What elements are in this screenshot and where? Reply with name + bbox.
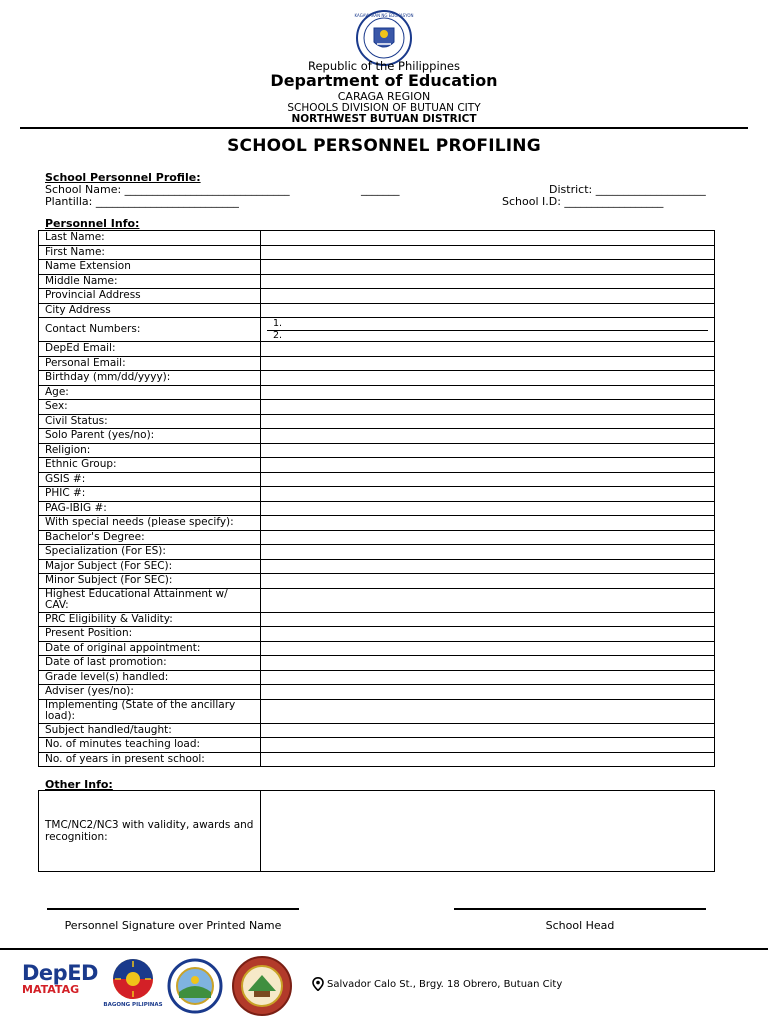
table-row	[39, 738, 715, 753]
personnel-signature-line[interactable]	[47, 908, 299, 910]
field-input[interactable]	[261, 342, 715, 357]
field-input[interactable]	[261, 738, 715, 753]
field-label: Civil Status:	[39, 414, 261, 429]
other-info-label: Other Info:	[45, 778, 113, 791]
field-input[interactable]	[261, 501, 715, 516]
field-label: Age:	[39, 385, 261, 400]
field-label: With special needs (please specify):	[39, 516, 261, 531]
field-label: Last Name:	[39, 231, 261, 246]
deped-logo-text: DepED	[22, 961, 98, 985]
field-input[interactable]	[261, 530, 715, 545]
profile-section-label: School Personnel Profile:	[45, 171, 201, 184]
field-label: PHIC #:	[39, 487, 261, 502]
school-id-field[interactable]: School I.D: __________________	[502, 195, 664, 208]
table-row	[39, 574, 715, 589]
field-input[interactable]	[261, 545, 715, 560]
field-label: Present Position:	[39, 627, 261, 642]
table-row	[39, 400, 715, 415]
field-label: Ethnic Group:	[39, 458, 261, 473]
deped-matatag-logo	[22, 961, 98, 1012]
table-row	[39, 487, 715, 502]
table-row	[39, 245, 715, 260]
field-label: Date of last promotion:	[39, 656, 261, 671]
region-name: CARAGA REGION	[337, 90, 431, 103]
personnel-signature-label: Personnel Signature over Printed Name	[64, 919, 282, 932]
header-divider	[20, 127, 748, 129]
field-input[interactable]	[261, 289, 715, 304]
field-input[interactable]	[261, 588, 715, 612]
field-label: PAG-IBIG #:	[39, 501, 261, 516]
republic-line: Republic of the Philippines	[307, 59, 461, 73]
field-label: Major Subject (For SEC):	[39, 559, 261, 574]
bagong-pilipinas-text: BAGONG PILIPINAS	[103, 1002, 163, 1008]
table-row	[39, 791, 715, 872]
field-input[interactable]	[261, 274, 715, 289]
page-title: SCHOOL PERSONNEL PROFILING	[227, 136, 541, 156]
table-row	[39, 472, 715, 487]
school-head-signature-line[interactable]	[454, 908, 706, 910]
table-row	[39, 670, 715, 685]
field-label: Sex:	[39, 400, 261, 415]
field-input[interactable]	[261, 487, 715, 502]
table-row	[39, 559, 715, 574]
field-input[interactable]	[261, 303, 715, 318]
field-label: Date of original appointment:	[39, 641, 261, 656]
table-row	[39, 371, 715, 386]
field-label: Implementing (State of the ancillary load):	[39, 699, 261, 723]
table-row	[39, 274, 715, 289]
field-label: Highest Educational Attainment w/ CAV:	[39, 588, 261, 612]
field-label: City Address	[39, 303, 261, 318]
table-row	[39, 414, 715, 429]
school-address	[312, 977, 562, 991]
table-row	[39, 318, 715, 342]
school-head-label: School Head	[545, 919, 615, 932]
field-input[interactable]	[261, 723, 715, 738]
contact-number-slot[interactable]: 1.	[273, 317, 283, 329]
table-row	[39, 260, 715, 275]
contact-number-slot[interactable]: 2.	[267, 330, 708, 341]
table-row	[39, 342, 715, 357]
field-input[interactable]	[261, 685, 715, 700]
table-row	[39, 458, 715, 473]
field-label: Personal Email:	[39, 356, 261, 371]
division-seal-logo	[165, 958, 225, 1014]
table-row	[39, 588, 715, 612]
field-label: Minor Subject (For SEC):	[39, 574, 261, 589]
field-label: PRC Eligibility & Validity:	[39, 612, 261, 627]
field-input[interactable]	[261, 400, 715, 415]
field-label: Solo Parent (yes/no):	[39, 429, 261, 444]
district-name: NORTHWEST BUTUAN DISTRICT	[291, 113, 477, 125]
field-label: Grade level(s) handled:	[39, 670, 261, 685]
table-row	[39, 516, 715, 531]
field-input[interactable]	[261, 318, 715, 342]
table-row	[39, 723, 715, 738]
field-label: Religion:	[39, 443, 261, 458]
field-label: First Name:	[39, 245, 261, 260]
field-label: Contact Numbers:	[39, 318, 261, 342]
field-input[interactable]	[261, 656, 715, 671]
field-label: Bachelor's Degree:	[39, 530, 261, 545]
matatag-logo-text: MATATAG	[22, 983, 80, 996]
table-row	[39, 385, 715, 400]
field-input[interactable]	[261, 356, 715, 371]
table-row	[39, 303, 715, 318]
field-label: Adviser (yes/no):	[39, 685, 261, 700]
field-input[interactable]	[261, 641, 715, 656]
table-row	[39, 545, 715, 560]
field-input[interactable]	[261, 245, 715, 260]
field-input[interactable]	[261, 516, 715, 531]
table-row	[39, 530, 715, 545]
footer-divider	[0, 948, 768, 950]
table-row	[39, 612, 715, 627]
blank-field[interactable]: _______	[361, 183, 400, 196]
location-pin-icon	[312, 977, 324, 991]
field-label: Birthday (mm/dd/yyyy):	[39, 371, 261, 386]
table-row	[39, 685, 715, 700]
field-input[interactable]	[261, 472, 715, 487]
awards-input[interactable]	[261, 791, 715, 872]
field-label: No. of minutes teaching load:	[39, 738, 261, 753]
field-input[interactable]	[261, 385, 715, 400]
address-text: Salvador Calo St., Brgy. 18 Obrero, Butuan City	[327, 978, 563, 990]
field-input[interactable]	[261, 627, 715, 642]
field-label: Middle Name:	[39, 274, 261, 289]
field-input[interactable]	[261, 752, 715, 767]
awards-label: TMC/NC2/NC3 with validity, awards and recognition:	[39, 791, 261, 872]
table-row	[39, 356, 715, 371]
personnel-info-label: Personnel Info:	[45, 217, 140, 230]
field-input[interactable]	[261, 231, 715, 246]
field-label: Provincial Address	[39, 289, 261, 304]
other-info-table	[38, 790, 715, 872]
field-label: Specialization (For ES):	[39, 545, 261, 560]
table-row	[39, 443, 715, 458]
table-row	[39, 699, 715, 723]
district-seal-logo	[228, 955, 296, 1017]
field-input[interactable]	[261, 612, 715, 627]
table-row	[39, 641, 715, 656]
table-row	[39, 231, 715, 246]
field-input[interactable]	[261, 574, 715, 589]
field-input[interactable]	[261, 443, 715, 458]
svg-text:KAGAWARAN NG EDUKASYON: KAGAWARAN NG EDUKASYON	[354, 13, 414, 18]
department-name: Department of Education	[270, 71, 498, 90]
field-input[interactable]	[261, 414, 715, 429]
table-row	[39, 656, 715, 671]
table-row	[39, 627, 715, 642]
table-row	[39, 752, 715, 767]
field-label: DepEd Email:	[39, 342, 261, 357]
table-row	[39, 429, 715, 444]
field-label: Name Extension	[39, 260, 261, 275]
field-input[interactable]	[261, 260, 715, 275]
field-label: GSIS #:	[39, 472, 261, 487]
field-input[interactable]	[261, 371, 715, 386]
field-input[interactable]	[261, 458, 715, 473]
plantilla-field[interactable]: Plantilla: __________________________	[45, 195, 239, 208]
personnel-info-table	[38, 230, 715, 767]
field-input[interactable]	[261, 559, 715, 574]
school-name-field[interactable]: School Name: ______________________________	[45, 183, 290, 196]
district-field[interactable]: District: ____________________	[549, 183, 706, 196]
field-label: Subject handled/taught:	[39, 723, 261, 738]
division-name: SCHOOLS DIVISION OF BUTUAN CITY	[287, 102, 481, 114]
field-input[interactable]	[261, 699, 715, 723]
field-label: No. of years in present school:	[39, 752, 261, 767]
table-row	[39, 501, 715, 516]
field-input[interactable]	[261, 429, 715, 444]
field-input[interactable]	[261, 670, 715, 685]
table-row	[39, 289, 715, 304]
